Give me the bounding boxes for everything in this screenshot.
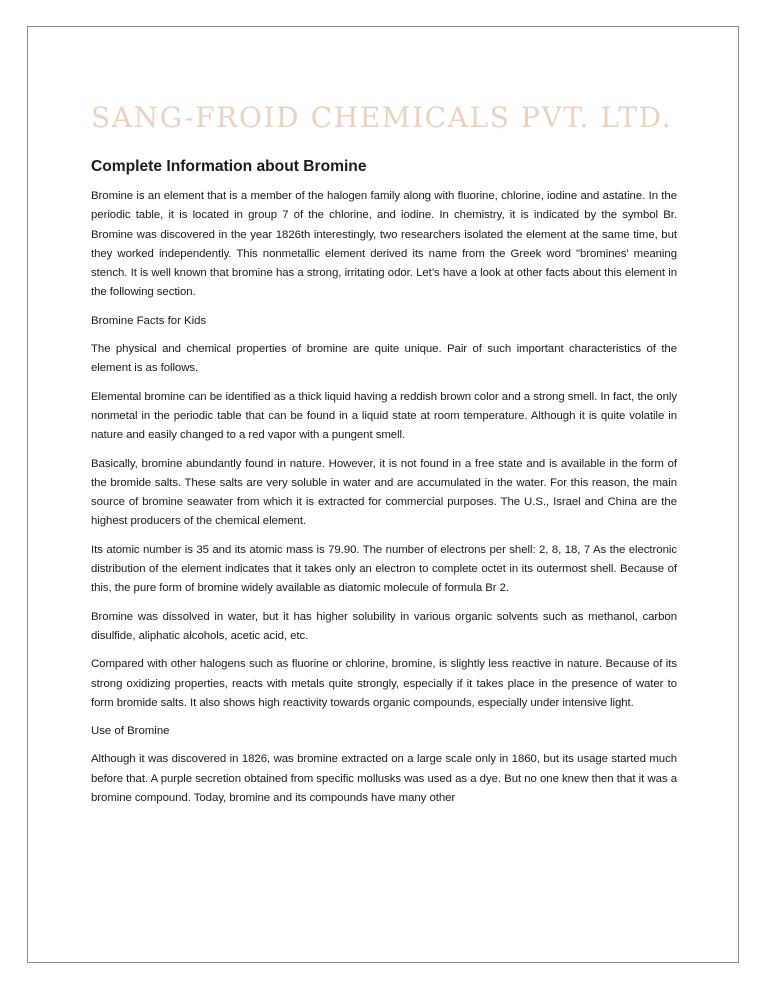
paragraph-intro: Bromine is an element that is a member of the halogen family along with fluorine, chlorine, iodine and astatine. In the periodic table, it is located in group 7 of the chlorine, and iodine. In chemistry, it is indicated by the symbol Br. Bromine was discovered in the year 1826th interestingly, two researchers isolated the element at the same time, but they worked independently. This nonmetallic element derived its name from the Greek word "bromines' meaning stench. It is well known that bromine has a strong, irritating odor. Let’s have a look at other facts about this element in the following section. (91, 190, 677, 299)
paragraph-occurrence: Basically, bromine abundantly found in nature. However, it is not found in a free state and is available in the form of the bromide salts. These salts are very soluble in water and are accumulated in the water. For this reason, the main source of bromine seawater from which it is extracted for commercial purposes. The U.S., Israel and China are the highest producers of the chemical element. (91, 457, 677, 528)
document-content (91, 100, 677, 817)
paragraph-properties: The physical and chemical properties of bromine are quite unique. Pair of such important characteristics of the element is as follows. (91, 343, 677, 375)
paragraph-solubility: Bromine was dissolved in water, but it has higher solubility in various organic solvents such as methanol, carbon disulfide, aliphatic alcohols, acetic acid, etc. (91, 610, 677, 642)
subheading-facts-for-kids: Bromine Facts for Kids (91, 314, 207, 327)
paragraph-reactivity: Compared with other halogens such as fluorine or chlorine, bromine, is slightly less reactive in nature. Because of its strong oxidizing properties, reacts with metals quite strongly, especially if it takes place in the presence of water to form bromide salts. It also shows high reactivity towards organic compounds, especially under intensive light. (91, 658, 677, 709)
paragraph-atomic-number: Its atomic number is 35 and its atomic mass is 79.90. The number of electrons per shell: 2, 8, 18, 7 As the electronic distribution of the element indicates that it takes only an electron to complete octet in its outermost shell. Because of this, the pure form of bromine widely available as diatomic molecule of formula Br 2. (91, 543, 677, 595)
subheading-use-of-bromine: Use of Bromine (91, 725, 170, 738)
paragraph-history-of-use: Although it was discovered in 1826, was bromine extracted on a large scale only in 1860, but its usage started much before that. A purple secretion obtained from specific mollusks was used as a dye. But no one knew then that it was a bromine compound. Today, bromine and its compounds have many other (91, 753, 677, 805)
company-header: SANG-FROID CHEMICALS PVT. LTD. (91, 101, 673, 134)
document-title: Complete Information about Bromine (91, 158, 367, 175)
paragraph-elemental-bromine: Elemental bromine can be identified as a thick liquid having a reddish brown color and a strong smell. In fact, the only nonmetal in the periodic table that can be found in a liquid state at room temperature. Although it is quite volatile in nature and easily changed to a red vapor with a pungent smell. (91, 390, 677, 442)
